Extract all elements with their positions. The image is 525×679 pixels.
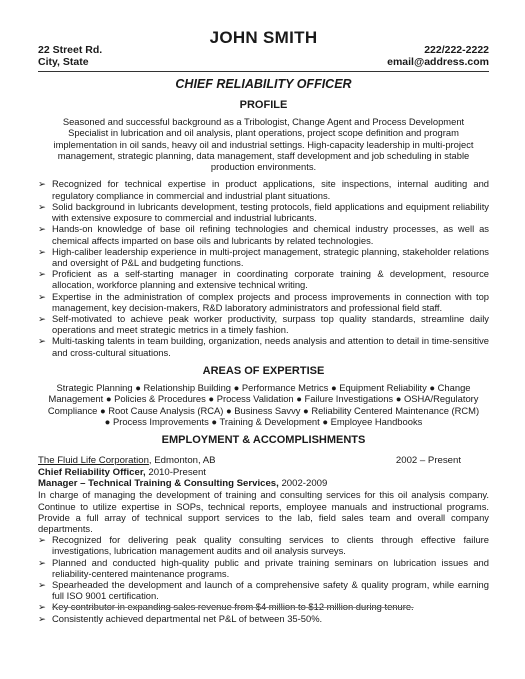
arrow-bullet-icon: ➢ [38, 601, 46, 613]
role-1-title: Chief Reliability Officer, [38, 466, 146, 478]
profile-bullet-list [38, 178, 489, 357]
list-item: ➢ Key contributor in expanding sales revenue from $4 million to $12 million during tenure. [38, 601, 414, 613]
profile-summary: Seasoned and successful background as a Tribologist, Change Agent and Process Development Specialist in lubrication and oil analysis, plant operations, project scope definition and program implementation in oil sands, heavy oil and industrial settings. High-capacity leadership in multi-project management, strategic planning, data management, staff development and job scheduling in stable production environments. [53, 116, 474, 173]
list-item: ➢ High-caliber leadership experience in multi-project management, strategic planning, stakeholder relations and oversight of P&L and budgeting functions. [38, 245, 489, 268]
role-2 [38, 478, 489, 489]
employer-line [38, 455, 489, 467]
list-item: ➢ Planned and conducted high-quality public and private training seminars on lubrication issues and reliability-centered maintenance programs. [38, 556, 489, 579]
arrow-bullet-icon: ➢ [38, 612, 46, 624]
arrow-bullet-icon: ➢ [38, 290, 46, 302]
address-block [38, 44, 102, 68]
profile-heading: PROFILE [239, 99, 288, 111]
arrow-bullet-icon: ➢ [38, 223, 46, 235]
arrow-bullet-icon: ➢ [38, 579, 46, 591]
role-1-dates: 2010-Present [145, 466, 206, 478]
address-line-2: City, State [38, 56, 89, 68]
employer [38, 455, 216, 467]
list-item: ➢ Self-motivated to achieve peak worker productivity, surpass top quality standards, streamline daily operations and meet strategic metrics in a timely fashion. [38, 312, 489, 336]
list-item: ➢ Multi-tasking talents in team building, organization, needs analysis and attention to detail in time-sensitive and cross-cultural situations. [38, 335, 489, 358]
company-location: , Edmonton, AB [148, 455, 216, 467]
role-2-dates: 2002-2009 [278, 478, 328, 490]
company-name: The Fluid Life Corporation [38, 455, 149, 467]
candidate-name: JOHN SMITH [209, 28, 318, 47]
role-2-title: Manager – Technical Training & Consulting Services, [38, 478, 279, 490]
arrow-bullet-icon: ➢ [38, 312, 46, 324]
job-description: In charge of managing the development of training and consulting services for this oil analysis company. Continue to utilize expertise in SOPs, technical reports, employee manuals and instructional programs. Provide a full array of technical support services to the lab, field sales team and overall company departments. [38, 489, 489, 535]
employment-heading: EMPLOYMENT & ACCOMPLISHMENTS [161, 434, 366, 447]
accomplishment-list [38, 534, 489, 624]
arrow-bullet-icon: ➢ [38, 245, 46, 257]
phone-number: 222/222-2222 [424, 44, 489, 56]
arrow-bullet-icon: ➢ [38, 534, 46, 546]
list-item: ➢ Solid background in lubricants development, testing protocols, field applications and equipment reliability with extensive exposure to commercial and industrial lubricants. [38, 200, 489, 224]
expertise-list: Strategic Planning ● Relationship Building ● Performance Metrics ● Equipment Reliability ● Change Management ● Policies & Procedures ● Process Validation ● Failure Investigations ● OSHA/Regulatory Compliance ● Root Cause Analysis (RCA) ● Business Savvy ● Reliability Centered Maintenance (RCM) ● Process Improvements ● Training & Development ● Employee Handbooks [47, 381, 480, 427]
arrow-bullet-icon: ➢ [38, 200, 46, 212]
phone-email-block [387, 44, 489, 68]
arrow-bullet-icon: ➢ [38, 178, 46, 190]
header-divider [38, 71, 489, 72]
list-item: ➢ Recognized for technical expertise in product applications, site inspections, internal auditing and regulatory compliance in commercial and industrial plant situations. [38, 178, 489, 201]
list-item: ➢ Consistently achieved departmental net P&L of between 35-50%. [38, 612, 323, 624]
list-item: ➢ Hands-on knowledge of base oil refining technologies and chemical industry processes, as well as chemical affects imparted on base oils and lubricants by related technologies. [38, 223, 489, 246]
list-item: ➢ Expertise in the administration of complex projects and process improvements in connection with top management, key decision-makers, R&D laboratory administrators and professional field staff. [38, 290, 489, 313]
arrow-bullet-icon: ➢ [38, 268, 46, 280]
employment-dates: 2002 – Present [395, 455, 461, 467]
list-item: ➢ Proficient as a self-starting manager in coordinating corporate training & development, resource allocation, workforce planning and extensive technical writing. [38, 268, 489, 291]
email-address: email@address.com [387, 56, 489, 68]
role-1 [38, 467, 489, 478]
address-line-1: 22 Street Rd. [38, 44, 103, 56]
arrow-bullet-icon: ➢ [38, 556, 46, 568]
job-title: CHIEF RELIABILITY OFFICER [175, 77, 352, 91]
list-item: ➢ Recognized for delivering peak quality consulting services to clients through effective failure investigations, lubrication management audits and oil analysis surveys. [38, 534, 489, 557]
expertise-heading: AREAS OF EXPERTISE [202, 364, 325, 377]
list-item: ➢ Spearheaded the development and launch of a comprehensive safety & quality program, while earning full ISO 9001 certification. [38, 579, 489, 602]
arrow-bullet-icon: ➢ [38, 335, 46, 347]
